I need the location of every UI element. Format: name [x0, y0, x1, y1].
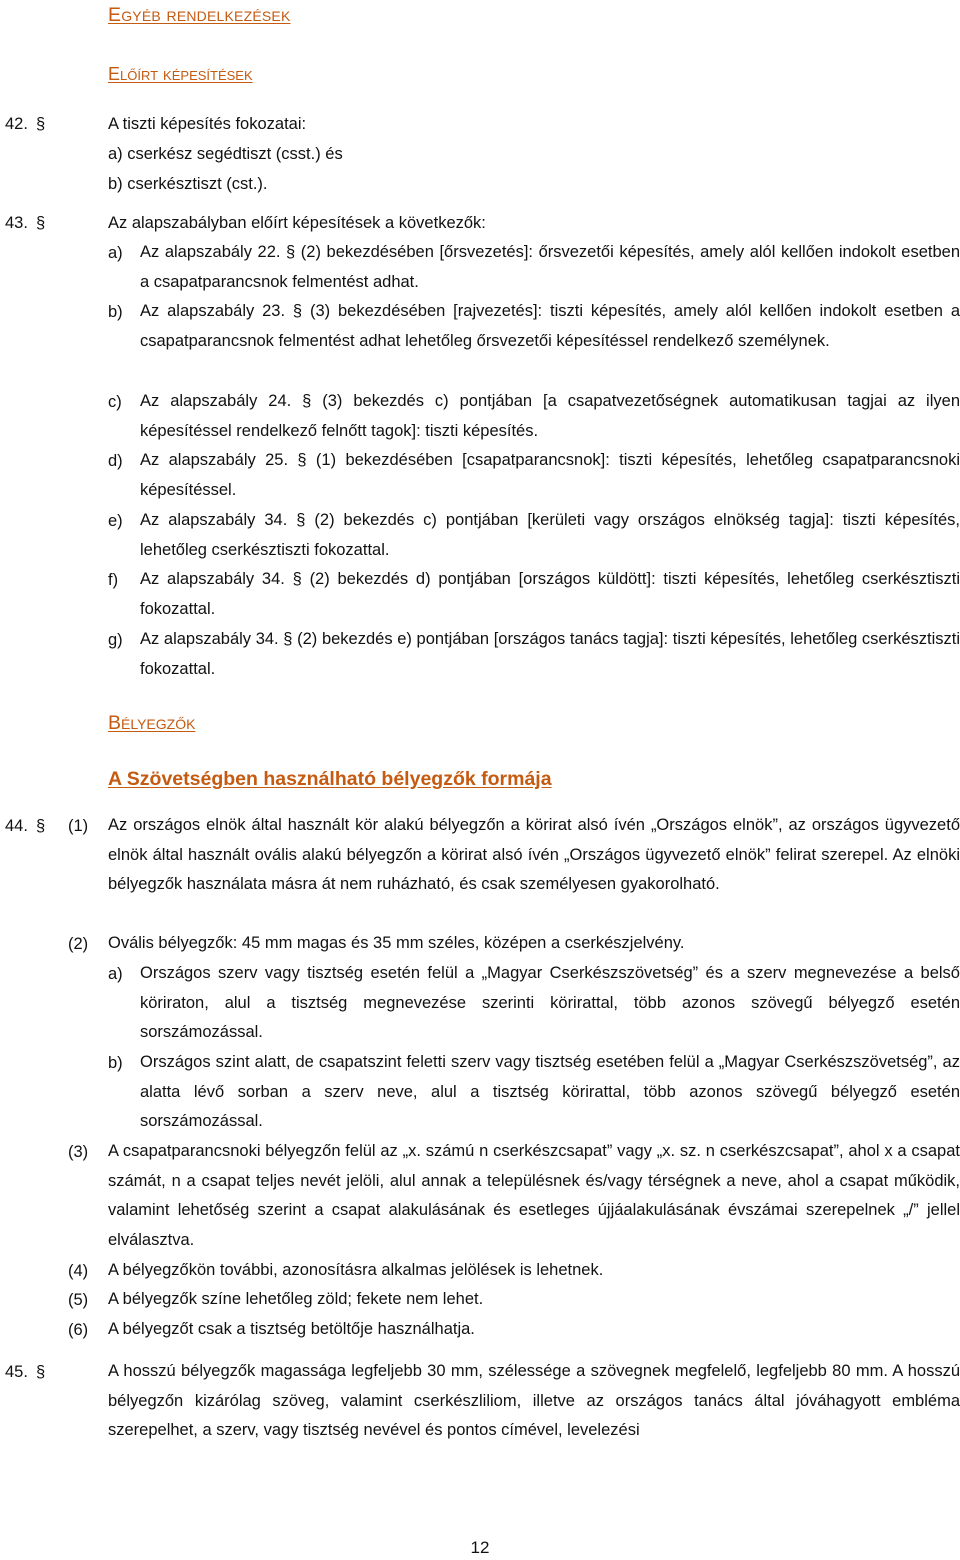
- list-label: d): [108, 452, 123, 470]
- section-sign: §: [36, 214, 46, 232]
- section-sign: §: [36, 115, 46, 133]
- paragraph: A bélyegzők színe lehetőleg zöld; fekete nem lehet.: [108, 1290, 484, 1308]
- paragraph-label: (1): [68, 817, 89, 835]
- paragraph-label: (2): [68, 935, 89, 953]
- heading-eloirt-kepesitesek: Előírt képesítések: [108, 64, 253, 84]
- heading-belyegzok: Bélyegzők: [108, 712, 196, 734]
- list-label: f): [108, 571, 119, 589]
- list-item: Az alapszabály 22. § (2) bekezdésében [őrsvezetés]: őrsvezetői képesítés, amely alól kellően indokolt esetben a csapatparancsnok felmentést adhat.: [140, 243, 960, 291]
- paragraph: Ovális bélyegzők: 45 mm magas és 35 mm széles, középen a cserkészjelvény.: [108, 934, 685, 952]
- section-42-intro: A tiszti képesítés fokozatai:: [108, 115, 307, 133]
- list-item: a) cserkész segédtiszt (csst.) és: [108, 145, 343, 163]
- paragraph-label: (4): [68, 1262, 89, 1280]
- paragraph-label: (3): [68, 1143, 89, 1161]
- list-item: Országos szint alatt, de csapatszint feletti szerv vagy tisztség esetében felül a „Magyar Cserkészszövetség”, az alatta lévő sorban a szerv neve, alul a tisztség körirattal, több azonos szövegű bélyegző esetén sorszámozással.: [140, 1053, 960, 1131]
- list-item: Az alapszabály 24. § (3) bekezdés c) pontjában [a csapatvezetőségnek automatikusan tagjai az ilyen képesítéssel rendelkező felnőtt tagok]: tiszti képesítés.: [140, 392, 960, 440]
- paragraph: A bélyegzőt csak a tisztség betöltője használhatja.: [108, 1320, 475, 1338]
- list-label: b): [108, 1054, 123, 1072]
- paragraph: Az országos elnök által használt kör alakú bélyegzőn a körirat alsó ívén „Országos elnök”, az országos ügyvezető elnök által használt ovális alakú bélyegzőn a körirat alsó ívén „Országos ügyvezető elnök” felirat szerepel. Az elnöki bélyegzők használata másra át nem ruházható, és csak személyesen gyakorolható.: [108, 816, 960, 894]
- list-label: a): [108, 244, 123, 262]
- section-45-number: 45.: [5, 1363, 28, 1381]
- list-item: b) cserkésztiszt (cst.).: [108, 175, 268, 193]
- list-label: g): [108, 631, 123, 649]
- section-sign: §: [36, 1363, 46, 1381]
- section-43-number: 43.: [5, 214, 28, 232]
- section-43-intro: Az alapszabályban előírt képesítések a következők:: [108, 214, 486, 232]
- heading-belyegzok-formaja: A Szövetségben használható bélyegzők formája: [108, 768, 552, 790]
- list-item: Az alapszabály 23. § (3) bekezdésében [rajvezetés]: tiszti képesítés, amely alól kellően indokolt esetben a csapatparancsnok felmentést adhat lehetőleg őrsvezetői képesítéssel rendelkező személynek.: [140, 302, 960, 350]
- paragraph: A bélyegzőkön további, azonosításra alkalmas jelölések is lehetnek.: [108, 1261, 604, 1279]
- heading-egyeb-rendelkezesek: Egyéb rendelkezések: [108, 4, 291, 26]
- list-item: Az alapszabály 34. § (2) bekezdés e) pontjában [országos tanács tagja]: tiszti képesítés, lehetőleg cserkésztiszti fokozattal.: [140, 630, 960, 678]
- page-number: 12: [470, 1538, 490, 1557]
- section-42-number: 42.: [5, 115, 28, 133]
- list-label: a): [108, 965, 123, 983]
- list-item: Az alapszabály 34. § (2) bekezdés c) pontjában [kerületi vagy országos elnökség tagja]: tiszti képesítés, lehetőleg cserkésztiszti fokozattal.: [140, 511, 960, 559]
- section-sign: §: [36, 817, 46, 835]
- list-label: b): [108, 303, 123, 321]
- list-item: Az alapszabály 25. § (1) bekezdésében [csapatparancsnok]: tiszti képesítés, lehetőleg csapatparancsnoki képesítéssel.: [140, 451, 960, 499]
- paragraph: A hosszú bélyegzők magassága legfeljebb 30 mm, szélessége a szövegnek megfelelő, legfeljebb 80 mm. A hosszú bélyegzőn kizárólag szöveg, valamint cserkészliliom, illetve az országos tanács által jóváhagyott embléma szerepelhet, a szerv, vagy tisztség nevével és pontos címével, levelezési: [108, 1362, 960, 1440]
- list-item: Az alapszabály 34. § (2) bekezdés d) pontjában [országos küldött]: tiszti képesítés, lehetőleg cserkésztiszti fokozattal.: [140, 570, 960, 618]
- paragraph-label: (5): [68, 1291, 89, 1309]
- list-label: c): [108, 393, 122, 411]
- list-item: Országos szerv vagy tisztség esetén felül a „Magyar Cserkészszövetség” és a szerv megnevezése a belső köriraton, alul a tisztség megnevezése szerinti körirattal, több azonos szövegű bélyegző esetén sorszámozással.: [140, 964, 960, 1042]
- paragraph: A csapatparancsnoki bélyegzőn felül az „x. számú n cserkészcsapat” vagy „x. sz. n cserkészcsapat”, ahol x a csapat számát, n a csapat teljes nevét jelöli, alul annak a településnek és/vagy térségnek a neve, ahol a csapat működik, valamint lehetőség szerint a csapat alakulásának és esetleges újjáalakulásának évszámai szerepelnek „/” jellel elválasztva.: [108, 1142, 960, 1249]
- list-label: e): [108, 512, 123, 530]
- section-44-number: 44.: [5, 817, 28, 835]
- paragraph-label: (6): [68, 1321, 89, 1339]
